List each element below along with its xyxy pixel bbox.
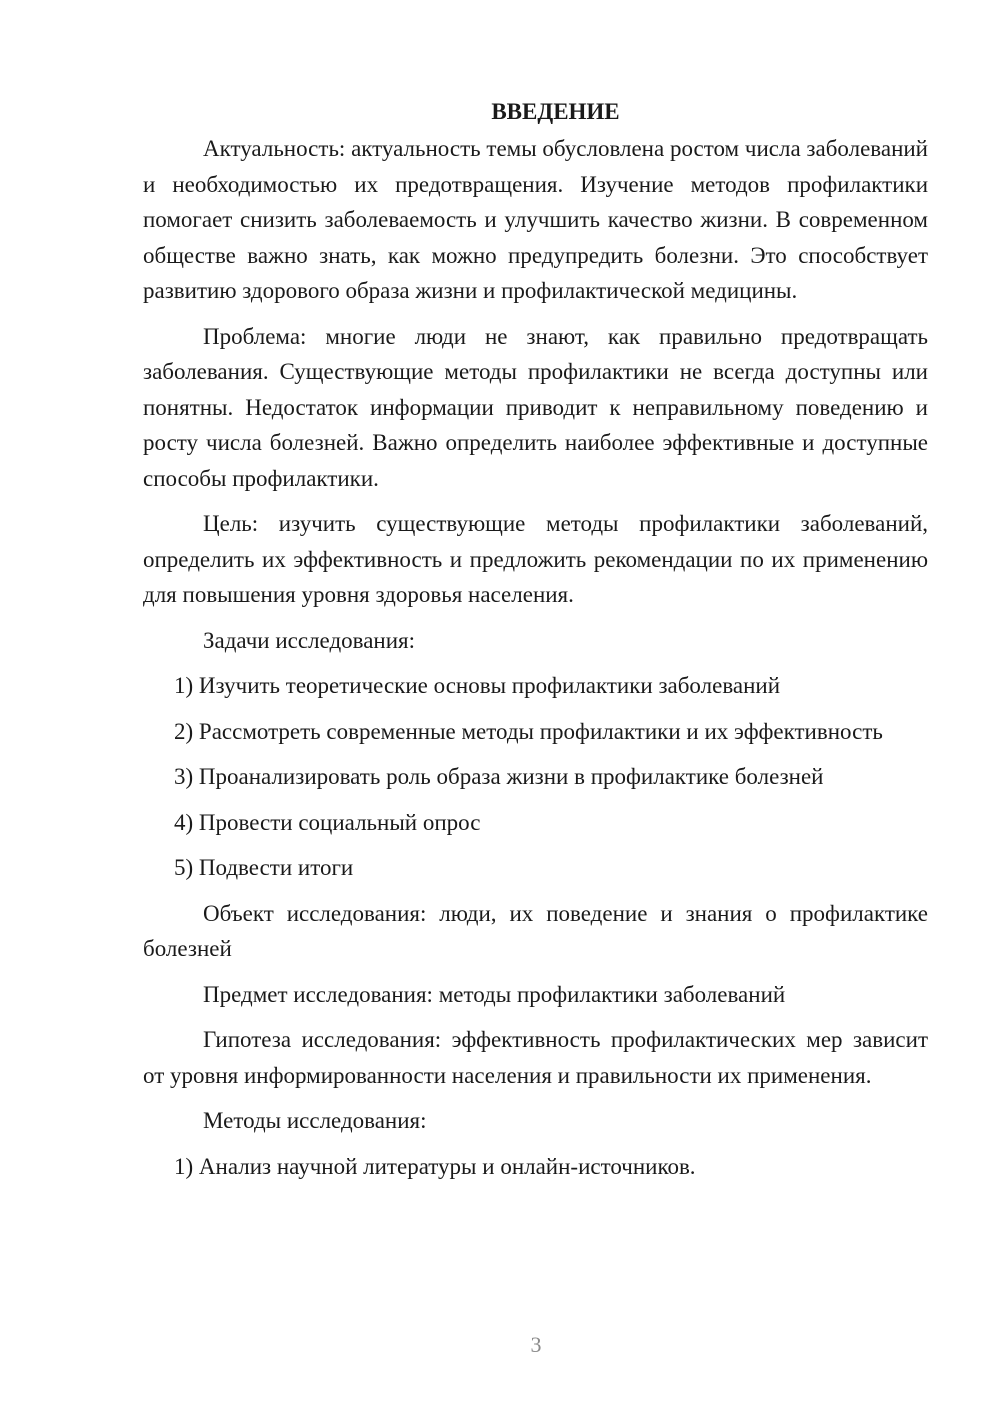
methods-heading: Методы исследования: [203, 1108, 427, 1133]
page-number: 3 [530, 1332, 542, 1357]
task-item: 1) Изучить теоретические основы профилактики заболеваний [174, 673, 781, 698]
goal-paragraph: Цель: изучить существующие методы профилактики заболеваний, определить их эффективность и предложить рекомендации по их применению для повышения уровня здоровья населения. [143, 511, 928, 607]
method-item: 1) Анализ научной литературы и онлайн-источников. [174, 1153, 696, 1179]
task-item: 5) Подвести итоги [174, 855, 354, 880]
object-paragraph: Объект исследования: люди, их поведение и знания о профилактике болезней [143, 900, 928, 961]
subject-paragraph: Предмет исследования: методы профилактики заболеваний [203, 981, 786, 1007]
tasks-heading: Задачи исследования: [203, 627, 416, 653]
page-title: ВВЕДЕНИЕ [491, 99, 620, 124]
hypothesis-paragraph: Гипотеза исследования: эффективность профилактических мер зависит от уровня информированности населения и правильности их применения. [143, 1027, 928, 1088]
problem-paragraph: Проблема: многие люди не знают, как правильно предотвращать заболевания. Существующие методы профилактики не всегда доступны или понятны. Недостаток информации приводит к неправильному поведению и росту числа болезней. Важно определить наиболее эффективные и доступные способы профилактики. [143, 323, 928, 491]
task-item: 4) Провести социальный опрос [174, 809, 481, 835]
relevance-paragraph: Актуальность: актуальность темы обусловлена ростом числа заболеваний и необходимостью их предотвращения. Изучение методов профилактики помогает снизить заболеваемость и улучшить качество жизни. В современном обществе важно знать, как можно предупредить болезни. Это способствует развитию здорового образа жизни и профилактической медицины. [143, 136, 928, 303]
task-item: 3) Проанализировать роль образа жизни в профилактике болезней [174, 764, 824, 789]
task-item: 2) Рассмотреть современные методы профилактики и их эффективность [174, 718, 883, 744]
